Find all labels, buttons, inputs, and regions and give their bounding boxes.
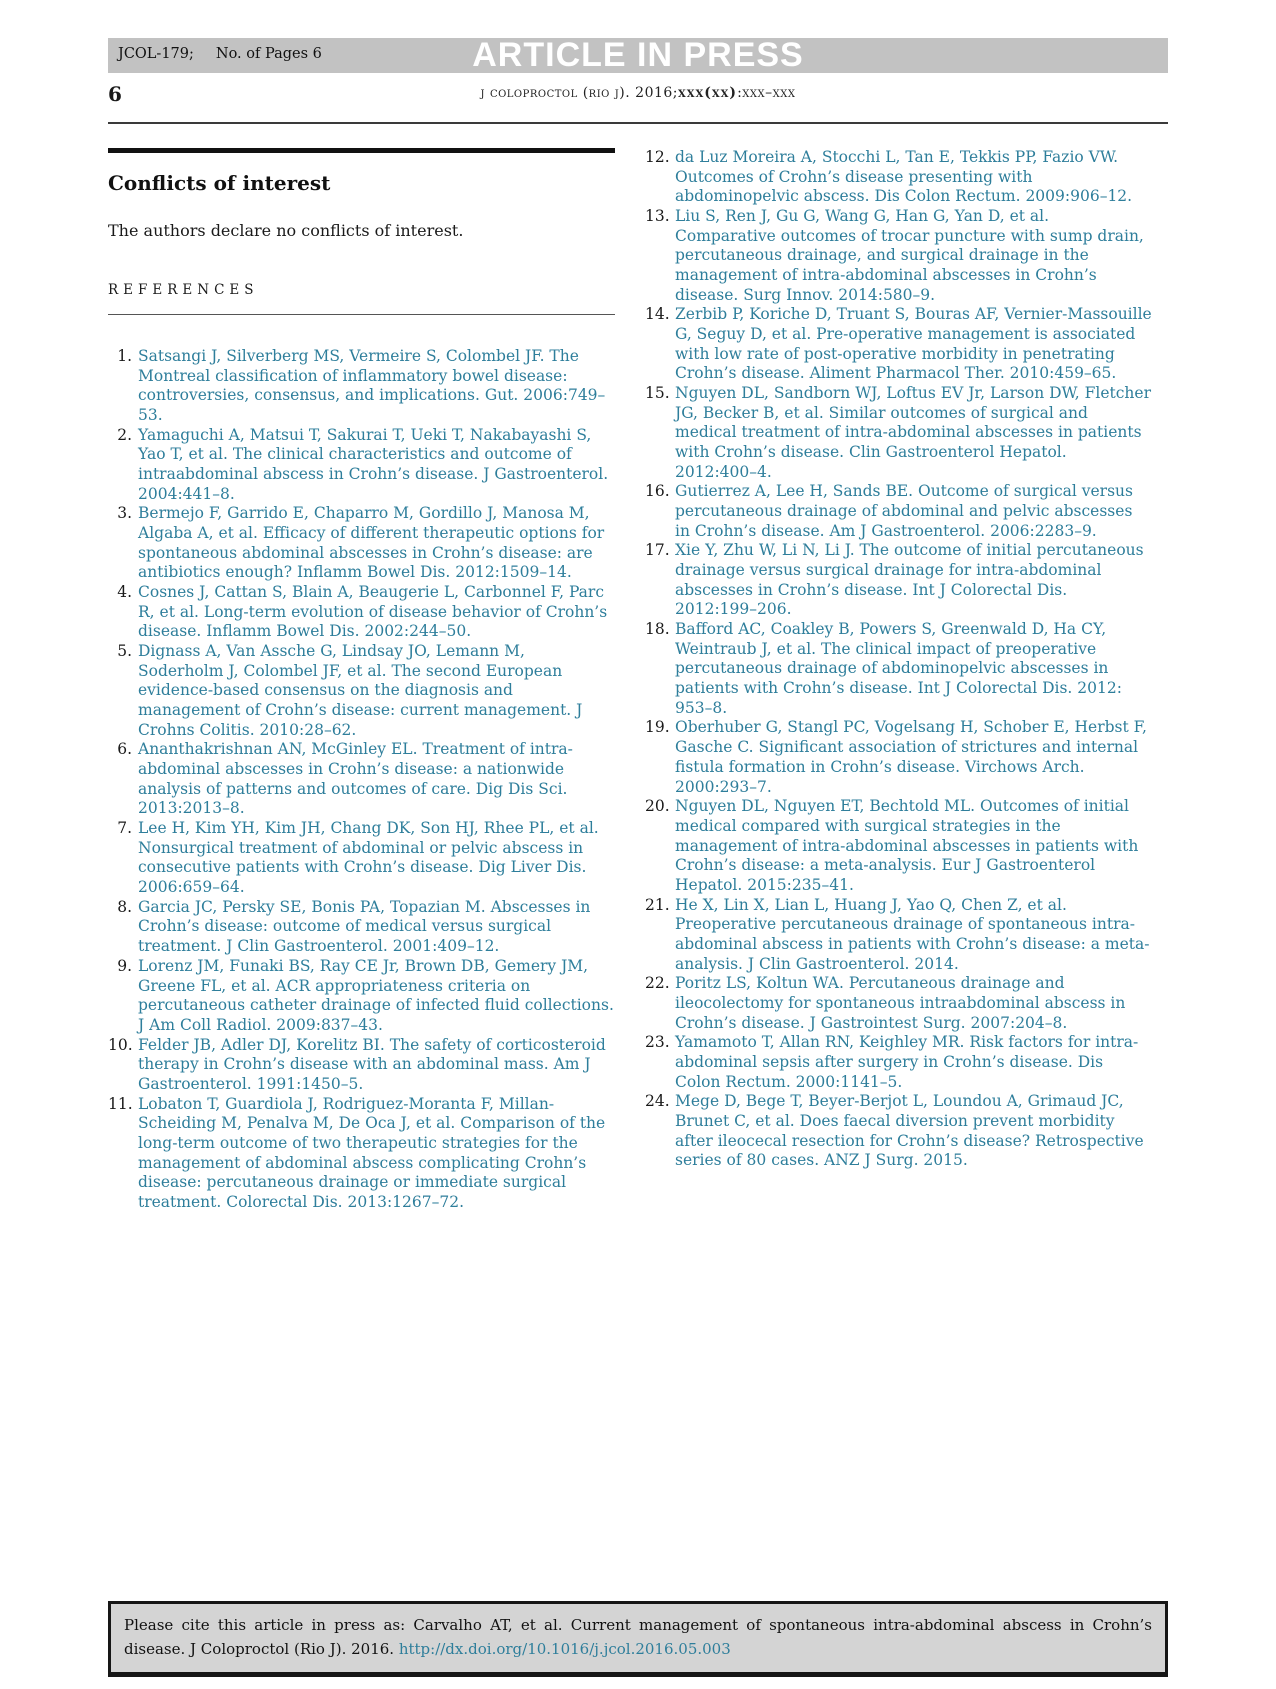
reference-link[interactable]: Cosnes J, Cattan S, Blain A, Beaugerie L, Carbonnel F, Parc R, et al. Long-term evolution of disease behavior of Crohn’s disease. Inflamm Bowel Dis. 2002:244–50. (138, 583, 608, 641)
conflicts-of-interest-body: The authors declare no conflicts of interest. (108, 221, 464, 240)
reference-item (108, 957, 615, 1036)
reference-number: 8. (117, 897, 132, 916)
reference-link[interactable]: Yamaguchi A, Matsui T, Sakurai T, Ueki T, Nakabayashi S, Yao T, et al. The clinical characteristics and outcome of intraabdominal abscess in Crohn’s disease. J Gastroenterol. 2004:441–8. (138, 425, 609, 503)
reference-number: 20. (645, 797, 670, 816)
reference-number: 3. (117, 504, 132, 523)
reference-link[interactable]: Yamamoto T, Allan RN, Keighley MR. Risk factors for intra-abdominal sepsis after surgery in Crohn’s disease. Dis Colon Rectum. 2000:1141–5. (675, 1033, 1139, 1091)
reference-number: 22. (645, 974, 670, 993)
reference-number: 13. (645, 207, 670, 226)
reference-item (645, 1033, 1152, 1092)
reference-number: 4. (117, 583, 132, 602)
reference-item (108, 642, 615, 740)
reference-number: 24. (645, 1092, 670, 1111)
header-divider (108, 122, 1168, 124)
banner-title: ARTICLE IN PRESS (472, 36, 804, 74)
reference-item (108, 347, 615, 426)
reference-number: 10. (108, 1035, 133, 1054)
journal-line-pages: :xxx–xxx (737, 85, 796, 101)
right-column (645, 148, 1152, 1171)
reference-number: 18. (645, 620, 670, 639)
reference-item (108, 740, 615, 819)
reference-item (108, 583, 615, 642)
reference-link[interactable]: Lorenz JM, Funaki BS, Ray CE Jr, Brown DB, Gemery JM, Greene FL, et al. ACR appropriateness criteria on percutaneous catheter drainage of infected fluid collections. J Am Coll Radiol. 2009:837–43. (138, 956, 614, 1034)
reference-item (108, 1036, 615, 1095)
reference-number: 14. (645, 305, 670, 324)
reference-link[interactable]: Bermejo F, Garrido E, Chaparro M, Gordillo J, Manosa M, Algaba A, et al. Efficacy of different therapeutic options for spontaneous abdominal abscesses in Crohn’s disease: are antibiotics enough? Inflamm Bowel Dis. 2012:1509–14. (138, 504, 605, 582)
reference-number: 1. (117, 347, 132, 365)
reference-number: 16. (645, 482, 670, 501)
reference-item (645, 148, 1152, 207)
reference-link[interactable]: Garcia JC, Persky SE, Bonis PA, Topazian M. Abscesses in Crohn’s disease: outcome of medical versus surgical treatment. J Clin Gastroenterol. 2001:409–12. (138, 897, 591, 956)
reference-link[interactable]: Satsangi J, Silverberg MS, Vermeire S, Colombel JF. The Montreal classification of inflammatory bowel disease: controversies, consensus, and implications. Gut. 2006:749–53. (138, 347, 606, 425)
reference-item (645, 718, 1152, 797)
reference-item (645, 896, 1152, 975)
reference-number: 15. (645, 384, 670, 403)
content-columns (108, 148, 1168, 1213)
reference-link[interactable]: Dignass A, Van Assche G, Lindsay JO, Lemann M, Soderholm J, Colombel JF, et al. The second European evidence-based consensus on the diagnosis and management of Crohn’s disease: current management. J Crohns Colitis. 2010:28–62. (138, 642, 583, 739)
reference-number: 21. (645, 895, 670, 914)
reference-link[interactable]: Gutierrez A, Lee H, Sands BE. Outcome of surgical versus percutaneous drainage of abdominal and pelvic abscesses in Crohn’s disease. Am J Gastroenterol. 2006:2283–9. (675, 482, 1133, 540)
article-in-press-banner (108, 38, 1168, 73)
reference-item (645, 207, 1152, 305)
reference-item (108, 1095, 615, 1213)
reference-link[interactable]: Felder JB, Adler DJ, Korelitz BI. The safety of corticosteroid therapy in Crohn’s disease with an abdominal mass. Am J Gastroenterol. 1991:1450–5. (138, 1035, 606, 1093)
reference-item (645, 620, 1152, 718)
references-heading: REFERENCES (108, 282, 259, 298)
reference-link[interactable]: Ananthakrishnan AN, McGinley EL. Treatment of intra-abdominal abscesses in Crohn’s disease: a nationwide analysis of patterns and outcomes of care. Dig Dis Sci. 2013:2013–8. (138, 740, 573, 818)
reference-number: 7. (117, 819, 132, 838)
references-divider (108, 314, 615, 315)
reference-number: 11. (108, 1094, 133, 1113)
reference-item (108, 426, 615, 505)
reference-link[interactable]: He X, Lin X, Lian L, Huang J, Yao Q, Chen Z, et al. Preoperative percutaneous drainage of spontaneous intra-abdominal abscess in patients with Crohn’s disease: a meta-analysis. J Clin Gastroenterol. 2014. (675, 895, 1150, 973)
reference-link[interactable]: Lee H, Kim YH, Kim JH, Chang DK, Son HJ, Rhee PL, et al. Nonsurgical treatment of abdominal or pelvic abscess in consecutive patients with Crohn’s disease. Dig Liver Dis. 2006:659–64. (138, 819, 599, 897)
reference-item (645, 1092, 1152, 1171)
reference-item (645, 305, 1152, 384)
page-number: 6 (108, 82, 122, 106)
reference-number: 2. (117, 425, 132, 444)
journal-line-prefix: j coloproctol (rio j). 2016; (480, 85, 679, 101)
reference-link[interactable]: Oberhuber G, Stangl PC, Vogelsang H, Schober E, Herbst F, Gasche C. Significant association of strictures and internal fistula formation in Crohn’s disease. Virchows Arch. 2000:293–7. (675, 718, 1147, 796)
reference-item (108, 898, 615, 957)
reference-link[interactable]: Lobaton T, Guardiola J, Rodriguez-Moranta F, Millan-Scheiding M, Penalva M, De Oca J, et al. Comparison of the long-term outcome of two therapeutic strategies for the management of abdominal abscess complicating Crohn’s disease: percutaneous drainage or immediate surgical treatment. Colorectal Dis. 2013:1267–72. (138, 1094, 606, 1211)
reference-number: 19. (645, 718, 670, 737)
pages-note: No. of Pages 6 (215, 46, 322, 62)
reference-link[interactable]: Xie Y, Zhu W, Li N, Li J. The outcome of initial percutaneous drainage versus surgical drainage for intra-abdominal abscesses in Crohn’s disease. Int J Colorectal Dis. 2012:199–206. (675, 541, 1144, 619)
reference-number: 12. (645, 148, 670, 166)
manuscript-id: JCOL-179; (118, 46, 194, 62)
journal-citation-line (0, 85, 1276, 101)
section-divider (108, 148, 615, 153)
reference-list-left (108, 347, 615, 1213)
reference-number: 9. (117, 956, 132, 975)
left-column (108, 148, 615, 1213)
reference-item (108, 819, 615, 898)
reference-number: 5. (117, 642, 132, 661)
reference-link[interactable]: Bafford AC, Coakley B, Powers S, Greenwald D, Ha CY, Weintraub J, et al. The clinical impact of preoperative percutaneous drainage of abdominopelvic abscesses in patients with Crohn’s disease. Int J Colorectal Dis. 2012: 953–8. (675, 620, 1122, 717)
journal-line-volume: xxx(xx) (678, 85, 738, 101)
reference-number: 17. (645, 541, 670, 560)
reference-link[interactable]: Poritz LS, Koltun WA. Percutaneous drainage and ileocolectomy for spontaneous intraabdominal abscess in Crohn’s disease. J Gastrointest Surg. 2007:204–8. (675, 974, 1126, 1032)
reference-number: 23. (645, 1033, 670, 1052)
reference-link[interactable]: Liu S, Ren J, Gu G, Wang G, Han G, Yan D, et al. Comparative outcomes of trocar puncture with sump drain, percutaneous drainage, and surgical drainage in the management of intra-abdominal abscesses in Crohn’s disease. Surg Innov. 2014:580–9. (675, 207, 1144, 304)
citation-text: Please cite this article in press as: Carvalho AT, et al. Current management of spontaneous intra-abdominal abscess in Crohn’s disease. J Coloproctol (Rio J). 2016. (124, 1616, 1152, 1658)
reference-link[interactable]: Mege D, Bege T, Beyer-Berjot L, Loundou A, Grimaud JC, Brunet C, et al. Does faecal diversion prevent morbidity after ileocecal resection for Crohn’s disease? Retrospective series of 80 cases. ANZ J Surg. 2015. (675, 1092, 1144, 1170)
reference-number: 6. (117, 740, 132, 759)
reference-link[interactable]: Zerbib P, Koriche D, Truant S, Bouras AF, Vernier-Massouille G, Seguy D, et al. Pre-operative management is associated with low rate of post-operative morbidity in penetrating Crohn’s disease. Aliment Pharmacol Ther. 2010:459–65. (675, 305, 1152, 383)
reference-item (645, 797, 1152, 895)
citation-footer (108, 1601, 1168, 1677)
reference-item (645, 482, 1152, 541)
doi-link[interactable]: http://dx.doi.org/10.1016/j.jcol.2016.05.003 (398, 1640, 731, 1658)
reference-link[interactable]: da Luz Moreira A, Stocchi L, Tan E, Tekkis PP, Fazio VW. Outcomes of Crohn’s disease presenting with abdominopelvic abscess. Dis Colon Rectum. 2009:906–12. (675, 148, 1133, 206)
reference-link[interactable]: Nguyen DL, Sandborn WJ, Loftus EV Jr, Larson DW, Fletcher JG, Becker B, et al. Similar outcomes of surgical and medical treatment of intra-abdominal abscesses in patients with Crohn’s disease. Clin Gastroenterol Hepatol. 2012:400–4. (675, 384, 1151, 481)
reference-list-right (645, 148, 1152, 1171)
reference-item (645, 384, 1152, 482)
conflicts-of-interest-heading: Conflicts of interest (108, 171, 331, 195)
reference-link[interactable]: Nguyen DL, Nguyen ET, Bechtold ML. Outcomes of initial medical compared with surgical strategies in the management of intra-abdominal abscesses in patients with Crohn’s disease: a meta-analysis. Eur J Gastroenterol Hepatol. 2015:235–41. (675, 797, 1139, 894)
reference-item (645, 541, 1152, 620)
reference-item (645, 974, 1152, 1033)
reference-item (108, 504, 615, 583)
